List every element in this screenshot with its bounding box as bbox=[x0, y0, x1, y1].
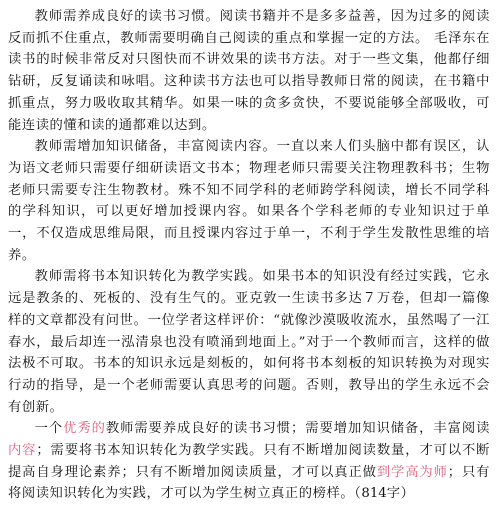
text-segment: 教师需要养成良好的读书习惯；需要增加知识储备，丰富阅读 bbox=[105, 421, 490, 437]
text-segment: ；只有将阅读知识转化为实践，才可以为学生树立真正的榜样。（ bbox=[8, 464, 491, 502]
text-segment: 教师需增加知识储备，丰富阅读内容。一直以来人们头脑中都有误区，认为语文老师只需要仔细研读语文书本；物理老师只需要关注物理教科书；生物老师只需要专注生物教材。殊不知不同学科的老师跨学科阅读，增长不同学科的学科知识，可以更好增加授课内容。如果各个学科老师的专业知识过于单一，不仅造成思维局限，而且授课内容过于单一，不利于学生发散性思维的培养。 bbox=[8, 139, 490, 263]
text-segment: 教师需养成良好的读书习惯。阅读书籍并不是多多益善，因为过多的阅读反而抓不住重点，教师需要明确自己阅读的重点和掌握一定的方法。 毛泽东在读书的时候非常反对只图快而不讲效果的读书方法。对于一些文集，他都仔细钻研，反复诵读和咏唱。这种读书方法也可以指导教师日常的阅读，在书籍中抓重点，努力吸收取其精华。如果一味的贪多贪快，不要说能够全部吸收，可能连读的懂和读的通都难以达到。 bbox=[8, 9, 490, 133]
word-count: 814 bbox=[361, 486, 387, 502]
text-segment: ；需要将书本知识转化为教学实践。只有不断增加阅读数量，才可以不断提高自身理论素养；只有不断增加阅读质量，才可以真正做 bbox=[8, 443, 490, 480]
highlighted-phrase: 优秀的 bbox=[63, 421, 106, 437]
paragraph-practice bbox=[8, 266, 490, 418]
text-segment: 一个 bbox=[34, 421, 64, 437]
paragraph-reading-habit bbox=[8, 6, 490, 136]
highlighted-phrase: 到学高为师 bbox=[376, 464, 448, 480]
paragraph-knowledge-reserve bbox=[8, 136, 490, 266]
text-segment: 教师需将书本知识转化为教学实践。如果书本的知识没有经过实践，它永远是教条的、死板的、没有生气的。亚克敦一生读书多达７万卷，但却一篇像样的文章都没有问世。一位学者这样评价：“就像沙漠吸收流水，虽然喝了一江春水，最后却连一泓清泉也没有喷涌到地面上。”对于一个教师而言，这样的做法极不可取。书本的知识永远是刻板的，如何将书本刻板的知识转换为对现实行动的指导，是一个老师需要认真思考的问题。否则，教导出的学生永远不会有创新。 bbox=[8, 269, 490, 415]
paragraph-conclusion bbox=[8, 418, 490, 505]
highlighted-phrase: 内容 bbox=[8, 443, 37, 459]
text-segment: 字） bbox=[386, 486, 415, 502]
